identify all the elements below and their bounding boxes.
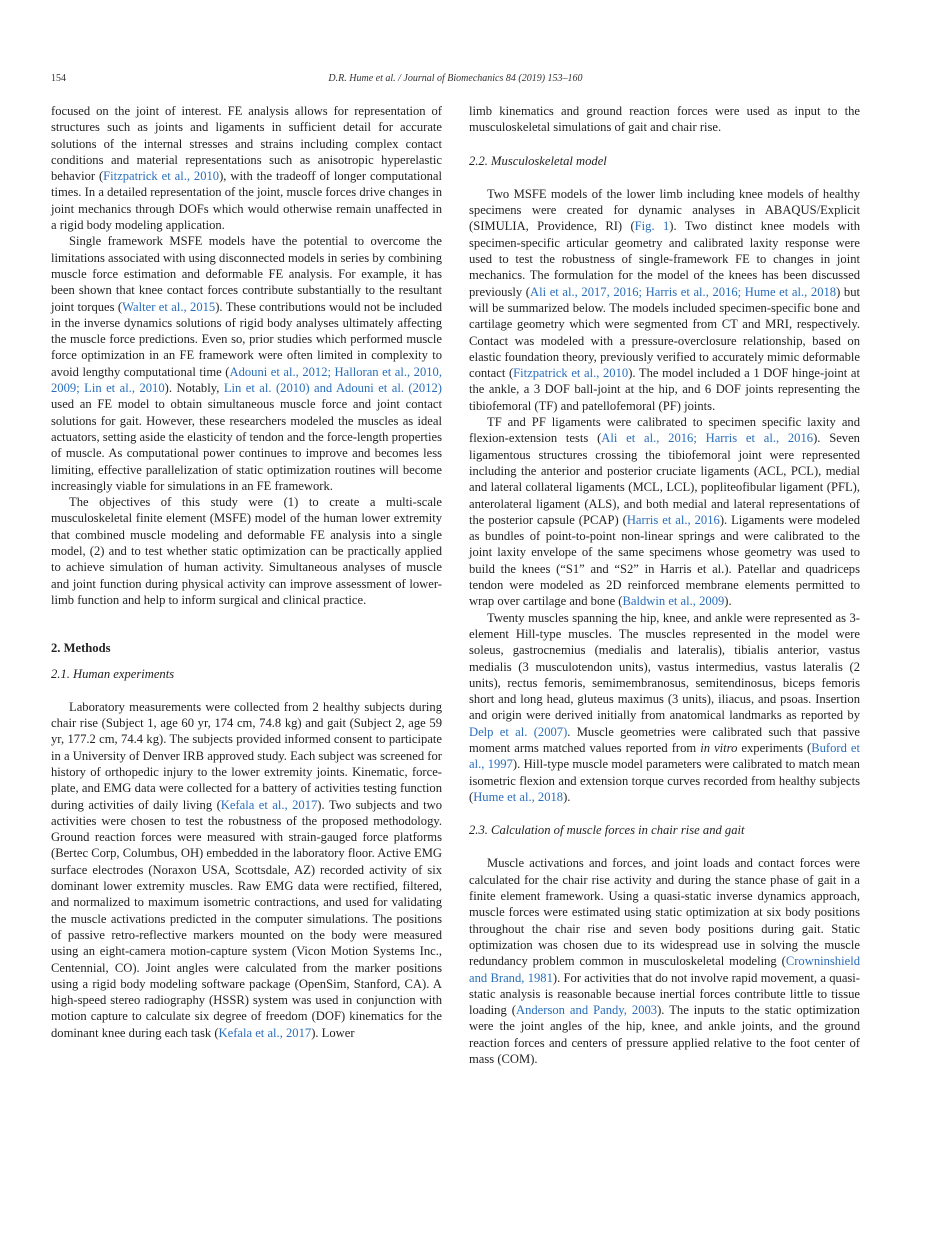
paragraph-msfe-potential: Single framework MSFE models have the potential to overcome the limitations associated with using disconnected models in series by combining muscle force estimation and deformable FE analysis. For example, it has been shown that knee contact forces contribute substantially to the resultant joint torques (Walter et al., 2015). These contributions would not be included in the inverse dynamics solutions of rigid body analyses ultimately affecting the muscle force predictions. Even so, prior studies which performed muscle force optimization in an FE framework were often limited in complexity to avoid lengthy computational time (Adouni et al., 2012; Halloran et al., 2010, 2009; Lin et al., 2010). Notably, Lin et al. (2010) and Adouni et al. (2012) used an FE model to obtain simultaneous muscle force and joint contact solutions for gait. However, these researchers modeled the muscles as ideal actuators, setting aside the elasticity of tendon and the force-length properties of muscle. As computational power continues to improve and becomes less limiting, effective parallelization of static optimization routines will become increasingly viable for simulations in an FE framework.: [51, 234, 443, 493]
running-header: [51, 73, 860, 87]
page-number: 154: [51, 73, 66, 84]
citation-link[interactable]: Ali et al., 2016; Harris et al., 2016: [601, 431, 814, 446]
citation-link[interactable]: Ali et al., 2017, 2016; Harris et al., 2016; Hume et al., 2018: [529, 284, 837, 299]
paragraph-lab-measurements: Laboratory measurements were collected from 2 healthy subjects during chair rise (Subject 1, age 60 yr, 174 cm, 74.8 kg) and gait (Subject 2, age 59 yr, 177.2 cm, 74.4 kg). The subjects provided informed consent to participate in a University of Denver IRB approved study. Each subject was screened for history of orthopedic injury to the lower extremity joints. Kinematic, force-plate, and EMG data were collected for a battery of activities testing function during activities of daily living (Kefala et al., 2017). Two subjects and two activities were chosen to test the robustness of the proposed methodology. Ground reaction forces were measured with strain-gauged force platforms (Bertec Corp, Columbus, OH) embedded in the laboratory floor. Active EMG surface electrodes (Noraxon USA, Scottsdale, AZ) recorded activity of six dominant lower extremity muscles. Raw EMG data were rectified, filtered, and normalized to maximum isometric contractions, and used for validating the muscle activations predicted in the computer simulations. The positions of passive retro-reflective markers mounted on the body were measured using an eight-camera motion-capture system (Vicon Motion Systems Inc., Centennial, CO). Joint angles were calculated from the marker positions using a rigid body modeling software package (OpenSim, Stanford, CA). A high-speed stereo radiography (HSSR) system was used in conjunction with motion capture to calculate six degree of freedom (DOF) kinematics for the dominant knee during each task (Kefala et al., 2017). Lower: [51, 699, 442, 1040]
citation-link[interactable]: Anderson and Pandy, 2003: [515, 1003, 658, 1018]
citation-link[interactable]: Adouni et al., 2012; Halloran et al., 2010, 2009; Lin et al., 2010: [51, 364, 442, 396]
right-column: [469, 103, 860, 1067]
journal-citation: D.R. Hume et al. / Journal of Biomechanics 84 (2019) 153–160: [328, 73, 583, 84]
citation-link[interactable]: Buford et al., 1997: [469, 740, 861, 772]
citation-link[interactable]: Harris et al., 2016: [626, 512, 720, 527]
figure-link[interactable]: Fig. 1: [634, 219, 670, 234]
citation-link[interactable]: Fitzpatrick et al., 2010: [513, 366, 629, 381]
citation-link[interactable]: Fitzpatrick et al., 2010: [103, 169, 220, 184]
citation-link[interactable]: Crowninshield and Brand, 1981: [469, 954, 860, 985]
paragraph-muscle-activations: Muscle activations and forces, and joint loads and contact forces were calculated for the chair rise activity and during the stance phase of gait in a finite element framework. Using a quasi-static inverse dynamics approach, muscle forces were estimated using static optimization at six body positions throughout the chair rise and seven body positions during gait. Static optimization was chosen due to its widespread use in solving the muscle redundancy problem common in musculoskeletal modeling (Crowninshield and Brand, 1981). For activities that do not involve rapid movement, a quasi-static analysis is reasonable because inertial forces contribute little to tissue loading (Anderson and Pandy, 2003). The inputs to the static optimization were the joint angles of the hip, knee, and ankle joints, and the ground reaction forces and centers of pressure applied relative to the foot center of mass (COM).: [469, 856, 861, 1067]
citation-link[interactable]: Hume et al., 2018: [473, 789, 564, 804]
left-column: [51, 103, 442, 1041]
citation-link[interactable]: Walter et al., 2015: [122, 299, 216, 314]
paragraph-continuation: limb kinematics and ground reaction forces were used as input to the musculoskeletal simulations of gait and chair rise.: [469, 104, 860, 135]
subsection-heading-muscle-forces: 2.3. Calculation of muscle forces in chair rise and gait: [469, 823, 745, 838]
citation-link[interactable]: Delp et al. (2007): [469, 724, 568, 739]
paragraph-muscles: Twenty muscles spanning the hip, knee, and ankle were represented as 3-element Hill-type muscles. The muscles represented in the model were soleus, gastrocnemius (medialis and lateralis), tibialis anterior, vastus medialis (3 musculotendon units), vastus intermedius, vastus lateralis (2 units), rectus femoris, semimembranosus, semitendinosus, biceps femoris short and long head, gluteus maximus (3 units), iliacus, and psoas. Insertion and origin were derived initially from anatomical landmarks as reported by Delp et al. (2007). Muscle geometries were calibrated such that passive moment arms matched values reported from in vitro experiments (Buford et al., 1997). Hill-type muscle model parameters were calibrated to match mean isometric flexion and extension torque curves recorded from healthy subjects (Hume et al., 2018).: [469, 610, 861, 804]
citation-link[interactable]: Lin et al. (2010) and Adouni et al. (2012): [223, 381, 442, 396]
citation-link[interactable]: Kefala et al., 2017: [218, 1025, 312, 1040]
paragraph-msfe-models: Two MSFE models of the lower limb including knee models of healthy specimens were created for dynamic analyses in ABAQUS/Explicit (SIMULIA, Providence, RI) (Fig. 1). Two distinct knee models with specimen-specific articular geometry and calibrated laxity response were used to test the robustness of single-framework FE to changes in joint mechanics. The formulation for the model of the knees has been discussed previously (Ali et al., 2017, 2016; Harris et al., 2016; Hume et al., 2018) but will be summarized below. The models included specimen-specific bone and cartilage geometry which were segmented from CT and MRI, respectively. Contact was modeled with a pressure-overclosure relationship, based on elastic foundation theory, previously verified to accurately mimic deformable contact (Fitzpatrick et al., 2010). The model included a 1 DOF hinge-joint at the ankle, a 3 DOF ball-joint at the hip, and 6 DOF joints representing the tibiofemoral (TF) and patellofemoral (PF) joints.: [469, 186, 860, 413]
paragraph-fe-analysis: focused on the joint of interest. FE analysis allows for representation of structures such as joints and ligaments in sufficient detail for accurate solutions of the internal stresses and strains including complex contact conditions and material representations such as anisotropic hyperelastic behavior (Fitzpatrick et al., 2010), with the tradeoff of longer computational times. In a detailed representation of the joint, muscle forces drive changes in joint mechanics through DOFs which would otherwise remain unaffected in a rigid body modeling application.: [51, 104, 442, 233]
subsection-heading-human-experiments: 2.1. Human experiments: [51, 666, 175, 681]
citation-link[interactable]: Baldwin et al., 2009: [622, 594, 725, 609]
section-heading-methods: 2. Methods: [51, 641, 111, 656]
citation-link[interactable]: Kefala et al., 2017: [220, 797, 318, 812]
paragraph-objectives: The objectives of this study were (1) to create a multi-scale musculoskeletal finite element (MSFE) model of the human lower extremity that combined muscle modeling and deformable FE analysis into a single model, (2) and to test whether static optimization can be practically applied to achieve simulation of human activity. Simultaneous analyses of muscle and joint function during physical activity can improve assessment of lower-limb function and help to inform surgical and clinical practice.: [51, 495, 442, 607]
subsection-heading-musculoskeletal-model: 2.2. Musculoskeletal model: [469, 153, 607, 168]
paragraph-ligaments: TF and PF ligaments were calibrated to specimen specific laxity and flexion-extension tests (Ali et al., 2016; Harris et al., 2016). Seven ligamentous structures crossing the tibiofemoral joint were represented including the anterior and posterior cruciate ligaments (ACL, PCL), medial and lateral collateral ligaments (MCL, LCL), popliteofibular ligament (PFL), anterolateral ligament (ALS), and both medial and lateral representations of the posterior capsule (PCAP) (Harris et al., 2016). Ligaments were modeled as bundles of point-to-point non-linear springs and were calibrated to the joint laxity envelope of the same specimens whose geometry was used to build the knees (“S1” and “S2” in Harris et al.). Patellar and quadriceps tendon were modeled as 2D reinforced membrane elements permitted to wrap over cartilage and bone (Baldwin et al., 2009).: [469, 415, 861, 609]
